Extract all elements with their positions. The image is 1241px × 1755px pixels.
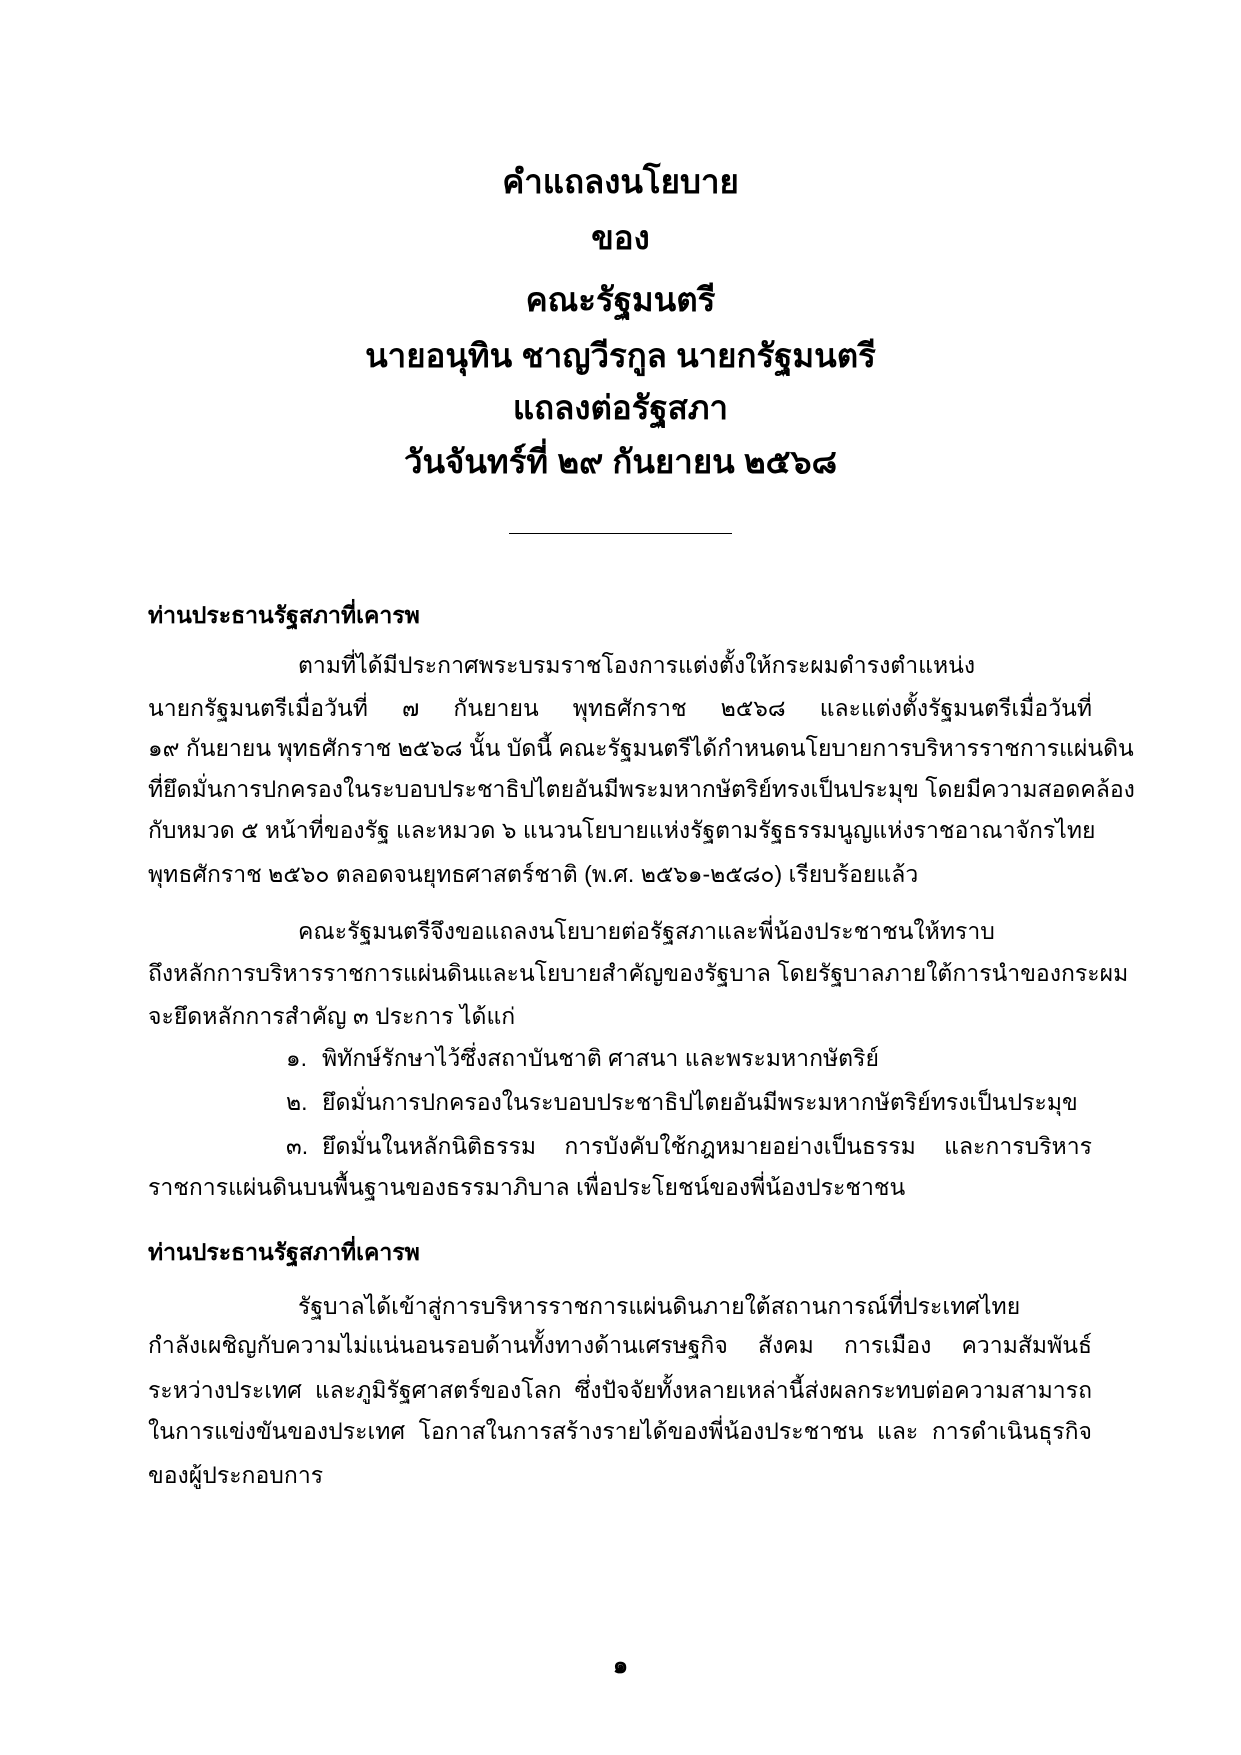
title-line: วันจันทร์ที่ ๒๙ กันยายน ๒๕๖๘: [403, 443, 838, 480]
list-number: ๒.: [286, 1089, 308, 1115]
paragraph-line: ๑๙ กันยายน พุทธศักราช ๒๕๖๘ นั้น บัดนี้ คณะรัฐมนตรีได้กำหนดนโยบายการบริหารราชการแผ่นดิน: [148, 735, 1134, 761]
paragraph-line: ที่ยึดมั่นการปกครองในระบอบประชาธิปไตยอันมีพระมหากษัตริย์ทรงเป็นประมุข โดยมีความสอดคล้อง: [148, 776, 1135, 802]
paragraph-line: นายกรัฐมนตรีเมื่อวันที่ ๗ กันยายน พุทธศักราช ๒๕๖๘ และแต่งตั้งรัฐมนตรีเมื่อวันที่: [148, 695, 1092, 721]
paragraph-line: รัฐบาลได้เข้าสู่การบริหารราชการแผ่นดินภายใต้สถานการณ์ที่ประเทศไทย: [298, 1293, 1021, 1319]
title-line: คำแถลงนโยบาย: [502, 163, 739, 200]
list-text: ยึดมั่นในหลักนิติธรรม การบังคับใช้กฎหมายอย่างเป็นธรรม และการบริหาร: [322, 1133, 1092, 1159]
title-line: นายอนุทิน ชาญวีรกูล นายกรัฐมนตรี: [365, 337, 876, 374]
paragraph-line: กับหมวด ๕ หน้าที่ของรัฐ และหมวด ๖ แนวนโยบายแห่งรัฐตามรัฐธรรมนูญแห่งราชอาณาจักรไทย: [148, 817, 1096, 843]
list-text: ยึดมั่นการปกครองในระบอบประชาธิปไตยอันมีพระมหากษัตริย์ทรงเป็นประมุข: [322, 1089, 1078, 1115]
title-line: แถลงต่อรัฐสภา: [512, 389, 729, 426]
section-heading: ท่านประธานรัฐสภาที่เคารพ: [148, 1239, 420, 1265]
list-item: [286, 1043, 879, 1073]
list-number: ๑.: [286, 1045, 307, 1071]
paragraph-line: ของผู้ประกอบการ: [148, 1462, 324, 1488]
list-item: [286, 1087, 1078, 1117]
list-number: ๓.: [286, 1133, 309, 1159]
section-heading: ท่านประธานรัฐสภาที่เคารพ: [148, 602, 420, 628]
title-line: คณะรัฐมนตรี: [525, 281, 716, 318]
paragraph-line: ถึงหลักการบริหารราชการแผ่นดินและนโยบายสำคัญของรัฐบาล โดยรัฐบาลภายใต้การนำของกระผม: [148, 960, 1129, 986]
paragraph-line: คณะรัฐมนตรีจึงขอแถลงนโยบายต่อรัฐสภาและพี่น้องประชาชนให้ทราบ: [298, 918, 995, 944]
paragraph-line: ระหว่างประเทศ และภูมิรัฐศาสตร์ของโลก ซึ่งปัจจัยทั้งหลายเหล่านี้ส่งผลกระทบต่อความสามารถ: [148, 1377, 1092, 1403]
list-text: พิทักษ์รักษาไว้ซึ่งสถาบันชาติ ศาสนา และพระมหากษัตริย์: [322, 1045, 879, 1071]
page-number: ๑: [612, 1652, 629, 1679]
paragraph-line: ตามที่ได้มีประกาศพระบรมราชโองการแต่งตั้งให้กระผมดำรงตำแหน่ง: [298, 652, 976, 678]
title-line: ของ: [591, 219, 650, 256]
list-item-continuation: ราชการแผ่นดินบนพื้นฐานของธรรมาภิบาล เพื่อประโยชน์ของพี่น้องประชาชน: [148, 1174, 906, 1200]
title-divider: [509, 533, 732, 534]
list-item: [286, 1131, 1092, 1161]
paragraph-line: พุทธศักราช ๒๕๖๐ ตลอดจนยุทธศาสตร์ชาติ (พ.ศ. ๒๕๖๑-๒๕๘๐) เรียบร้อยแล้ว: [148, 861, 919, 887]
paragraph-line: กำลังเผชิญกับความไม่แน่นอนรอบด้านทั้งทางด้านเศรษฐกิจ สังคม การเมือง ความสัมพันธ์: [148, 1332, 1092, 1358]
paragraph-line: ในการแข่งขันของประเทศ โอกาสในการสร้างรายได้ของพี่น้องประชาชน และ การดำเนินธุรกิจ: [148, 1418, 1092, 1444]
paragraph-line: จะยึดหลักการสำคัญ ๓ ประการ ได้แก่: [148, 1003, 516, 1029]
